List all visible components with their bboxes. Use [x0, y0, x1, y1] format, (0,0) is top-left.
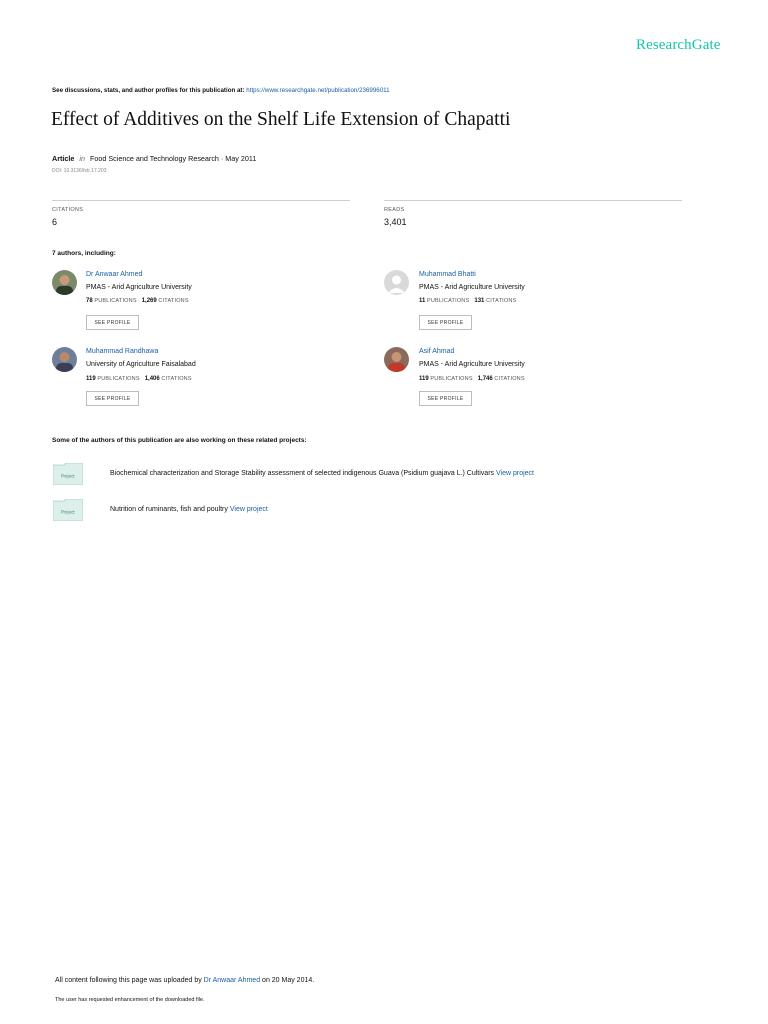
citations-value: 6: [52, 217, 58, 227]
publication-url-link[interactable]: https://www.researchgate.net/publication/236996011: [246, 87, 390, 94]
publications-label: PUBLICATIONS: [427, 298, 470, 304]
citations-label: CITATIONS: [52, 207, 84, 213]
author-affiliation[interactable]: PMAS - Arid Agriculture University: [419, 361, 525, 368]
upload-prefix: All content following this page was uploaded by: [55, 977, 202, 984]
see-profile-button[interactable]: SEE PROFILE: [86, 315, 139, 330]
upload-suffix: on 20 May 2014.: [262, 977, 315, 984]
author-stats: [86, 298, 189, 304]
view-project-link[interactable]: View project: [229, 506, 268, 513]
author-name[interactable]: Asif Ahmad: [419, 348, 455, 355]
publications-label: PUBLICATIONS: [94, 298, 137, 304]
see-profile-button[interactable]: SEE PROFILE: [419, 391, 472, 406]
authors-heading: 7 authors, including:: [52, 250, 116, 257]
project-icon-label: Project: [61, 509, 75, 515]
discussions-line: [52, 87, 390, 94]
citations-count: 1,406: [144, 376, 160, 382]
project-folder-icon: [53, 499, 83, 521]
citations-count: 1,269: [141, 298, 157, 304]
citations-label: CITATIONS: [158, 298, 189, 304]
project-title[interactable]: Nutrition of ruminants, fish and poultry: [110, 506, 228, 513]
project-icon-label: Project: [61, 473, 75, 479]
reads-value: 3,401: [384, 217, 407, 227]
see-profile-button[interactable]: SEE PROFILE: [86, 391, 139, 406]
publications-count: 78: [86, 298, 93, 304]
project-title[interactable]: Biochemical characterization and Storage Stability assessment of selected indigenous Guava (Psidium guajava L.) Cultivars: [110, 470, 495, 477]
reads-label: READS: [384, 207, 405, 213]
publications-label: PUBLICATIONS: [97, 376, 140, 382]
avatar[interactable]: [52, 270, 77, 295]
project-item: [110, 506, 268, 513]
author-name[interactable]: Muhammad Randhawa: [86, 348, 159, 355]
journal-name[interactable]: Food Science and Technology Research · May 2011: [89, 154, 257, 163]
discussions-text: See discussions, stats, and author profiles for this publication at:: [52, 87, 245, 94]
publications-label: PUBLICATIONS: [430, 376, 473, 382]
in-word: in: [79, 154, 85, 163]
view-project-link[interactable]: View project: [495, 470, 534, 477]
author-stats: [419, 376, 525, 382]
avatar[interactable]: [384, 270, 409, 295]
author-stats: [419, 298, 516, 304]
citations-label: CITATIONS: [161, 376, 192, 382]
publications-count: 119: [86, 376, 96, 382]
citations-count: 131: [474, 298, 485, 304]
citations-label: CITATIONS: [494, 376, 525, 382]
author-affiliation[interactable]: University of Agriculture Faisalabad: [86, 361, 196, 368]
citations-label: CITATIONS: [486, 298, 517, 304]
see-profile-button[interactable]: SEE PROFILE: [419, 315, 472, 330]
citations-count: 1,746: [477, 376, 493, 382]
publications-count: 11: [419, 298, 426, 304]
avatar[interactable]: [52, 347, 77, 372]
author-name[interactable]: Muhammad Bhatti: [419, 271, 476, 278]
researchgate-logo[interactable]: ResearchGate: [636, 37, 721, 53]
article-type: Article: [52, 154, 75, 163]
divider: [384, 200, 682, 201]
paper-title: Effect of Additives on the Shelf Life Extension of Chapatti: [51, 109, 511, 130]
project-item: [110, 470, 534, 477]
author-stats: [86, 376, 192, 382]
doi: DOI: 10.3136/fstr.17.203: [52, 168, 107, 174]
project-folder-icon: [53, 463, 83, 485]
divider: [52, 200, 350, 201]
paper-meta: [52, 154, 256, 163]
author-affiliation[interactable]: PMAS - Arid Agriculture University: [419, 284, 525, 291]
author-affiliation[interactable]: PMAS - Arid Agriculture University: [86, 284, 192, 291]
uploader-link[interactable]: Dr Anwaar Ahmed: [203, 977, 261, 984]
publications-count: 119: [419, 376, 429, 382]
projects-heading: Some of the authors of this publication are also working on these related projects:: [52, 437, 307, 444]
enhancement-note: The user has requested enhancement of the downloaded file.: [55, 997, 205, 1003]
avatar[interactable]: [384, 347, 409, 372]
author-name[interactable]: Dr Anwaar Ahmed: [86, 271, 143, 278]
upload-note: [55, 977, 314, 984]
